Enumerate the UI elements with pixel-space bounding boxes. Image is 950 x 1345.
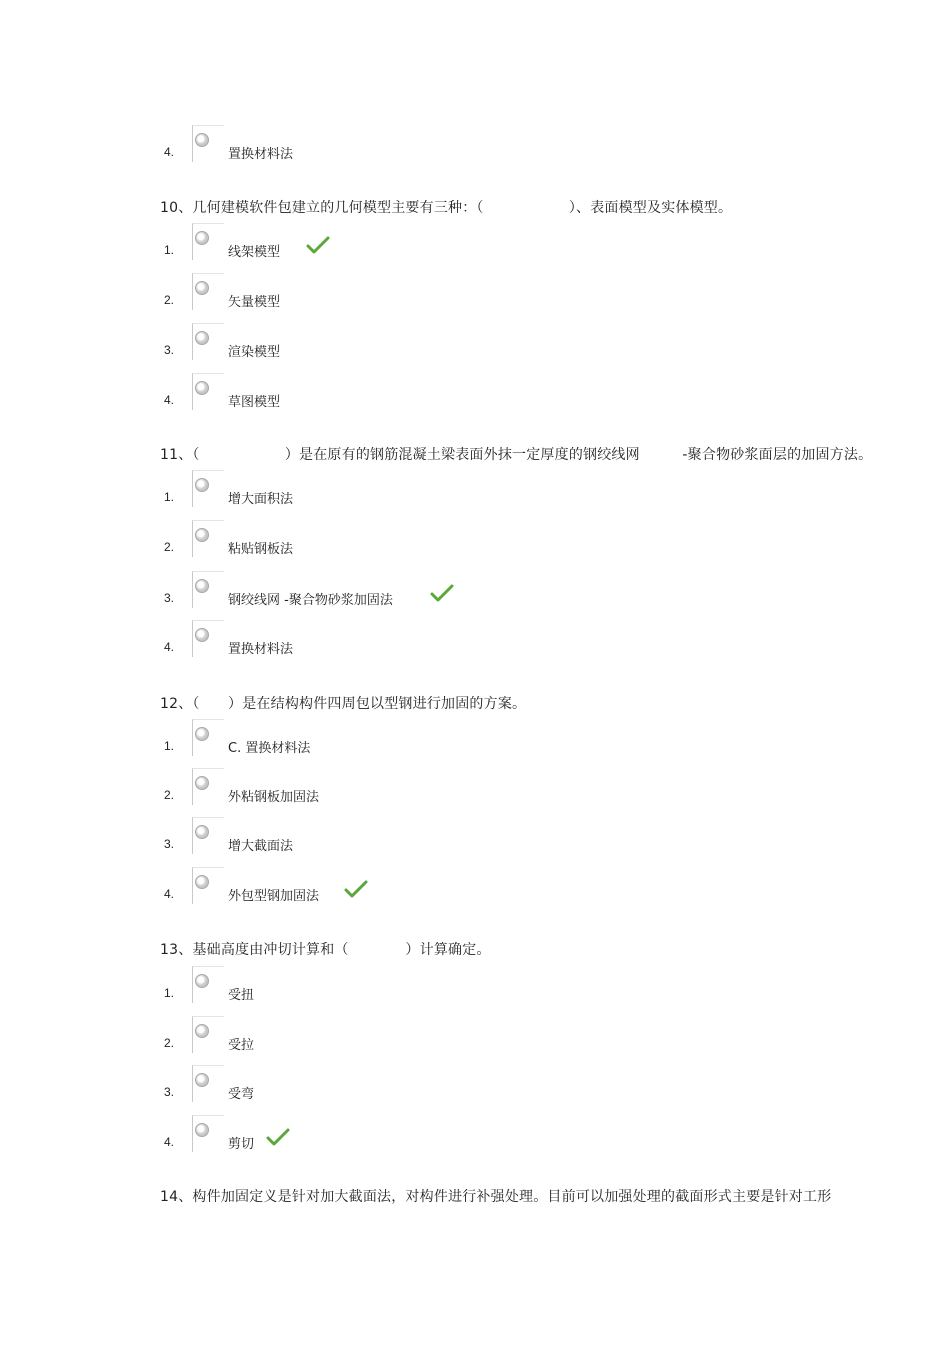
option-number: 1. <box>164 243 175 257</box>
radio-button-icon[interactable] <box>195 478 209 492</box>
radio-box[interactable] <box>192 1016 224 1053</box>
option-label: 受弯 <box>228 1087 255 1102</box>
option-label: 线架模型 <box>228 245 281 260</box>
option-q10-3[interactable] <box>160 323 860 363</box>
option-label: C. 置换材料法 <box>228 741 311 756</box>
radio-box[interactable] <box>192 470 224 507</box>
option-q13-4[interactable] <box>160 1115 860 1155</box>
option-label: 外包型钢加固法 <box>228 889 320 904</box>
radio-button-icon[interactable] <box>195 1073 209 1087</box>
radio-button-icon[interactable] <box>195 381 209 395</box>
option-number: 1. <box>164 490 175 504</box>
question-11-text: 11、（ ）是在原有的钢筋混凝土梁表面外抹一定厚度的钢绞线网 -聚合物砂浆面层的加固方法。 <box>160 447 873 463</box>
option-number: 3. <box>164 1085 175 1099</box>
option-q12-2[interactable] <box>160 768 860 808</box>
radio-box[interactable] <box>192 966 224 1003</box>
radio-box[interactable] <box>192 125 224 162</box>
checkmark-icon <box>430 583 454 603</box>
option-number: 1. <box>164 739 175 753</box>
radio-box[interactable] <box>192 817 224 854</box>
checkmark-icon <box>266 1127 290 1147</box>
radio-box[interactable] <box>192 719 224 756</box>
option-q12-1[interactable] <box>160 719 860 759</box>
option-number: 3. <box>164 837 175 851</box>
option-label: 受拉 <box>228 1038 255 1053</box>
radio-box[interactable] <box>192 323 224 360</box>
option-q12-3[interactable] <box>160 817 860 857</box>
radio-box[interactable] <box>192 867 224 904</box>
option-q9-4[interactable] <box>160 125 860 165</box>
radio-box[interactable] <box>192 373 224 410</box>
option-label: 渲染模型 <box>228 345 281 360</box>
option-number: 4. <box>164 145 175 159</box>
radio-button-icon[interactable] <box>195 825 209 839</box>
radio-button-icon[interactable] <box>195 579 209 593</box>
question-14-text: 14、构件加固定义是针对加大截面法，对构件进行补强处理。目前可以加强处理的截面形式主要是针对工形 <box>160 1189 832 1205</box>
option-label: 钢绞线网 -聚合物砂浆加固法 <box>228 593 393 608</box>
option-q11-2[interactable] <box>160 520 860 560</box>
option-label: 粘贴钢板法 <box>228 542 294 557</box>
option-label: 置换材料法 <box>228 642 294 657</box>
question-12-text: 12、（ ）是在结构构件四周包以型钢进行加固的方案。 <box>160 696 527 712</box>
radio-button-icon[interactable] <box>195 281 209 295</box>
radio-button-icon[interactable] <box>195 1024 209 1038</box>
option-q11-1[interactable] <box>160 470 860 510</box>
option-number: 2. <box>164 293 175 307</box>
option-label: 增大截面法 <box>228 839 294 854</box>
radio-box[interactable] <box>192 1065 224 1102</box>
option-q10-2[interactable] <box>160 273 860 313</box>
option-label: 置换材料法 <box>228 147 294 162</box>
option-number: 2. <box>164 1036 175 1050</box>
option-q13-1[interactable] <box>160 966 860 1006</box>
radio-box[interactable] <box>192 1115 224 1152</box>
option-number: 2. <box>164 788 175 802</box>
radio-box[interactable] <box>192 768 224 805</box>
option-number: 1. <box>164 986 175 1000</box>
option-label: 草图模型 <box>228 395 281 410</box>
radio-button-icon[interactable] <box>195 875 209 889</box>
radio-button-icon[interactable] <box>195 331 209 345</box>
radio-button-icon[interactable] <box>195 231 209 245</box>
option-number: 3. <box>164 591 175 605</box>
option-q11-4[interactable] <box>160 620 860 660</box>
option-number: 4. <box>164 393 175 407</box>
radio-button-icon[interactable] <box>195 133 209 147</box>
option-number: 4. <box>164 887 175 901</box>
radio-box[interactable] <box>192 620 224 657</box>
option-q10-1[interactable] <box>160 223 860 263</box>
option-q12-4[interactable] <box>160 867 860 907</box>
option-label: 矢量模型 <box>228 295 281 310</box>
radio-button-icon[interactable] <box>195 628 209 642</box>
option-q13-3[interactable] <box>160 1065 860 1105</box>
radio-button-icon[interactable] <box>195 1123 209 1137</box>
option-number: 2. <box>164 540 175 554</box>
radio-box[interactable] <box>192 520 224 557</box>
radio-box[interactable] <box>192 223 224 260</box>
option-number: 4. <box>164 1135 175 1149</box>
radio-button-icon[interactable] <box>195 528 209 542</box>
checkmark-icon <box>306 235 330 255</box>
option-label: 剪切 <box>228 1137 255 1152</box>
option-number: 4. <box>164 640 175 654</box>
option-label: 增大面积法 <box>228 492 294 507</box>
checkmark-icon <box>344 879 368 899</box>
question-13-text: 13、基础高度由冲切计算和（ ）计算确定。 <box>160 942 491 958</box>
question-10-text: 10、几何建模软件包建立的几何模型主要有三种：（ ）、表面模型及实体模型。 <box>160 200 733 216</box>
option-label: 受扭 <box>228 988 255 1003</box>
radio-box[interactable] <box>192 571 224 608</box>
option-q11-3[interactable] <box>160 571 860 611</box>
option-q10-4[interactable] <box>160 373 860 413</box>
option-q13-2[interactable] <box>160 1016 860 1056</box>
option-label: 外粘钢板加固法 <box>228 790 320 805</box>
radio-button-icon[interactable] <box>195 974 209 988</box>
radio-box[interactable] <box>192 273 224 310</box>
radio-button-icon[interactable] <box>195 727 209 741</box>
radio-button-icon[interactable] <box>195 776 209 790</box>
option-number: 3. <box>164 343 175 357</box>
